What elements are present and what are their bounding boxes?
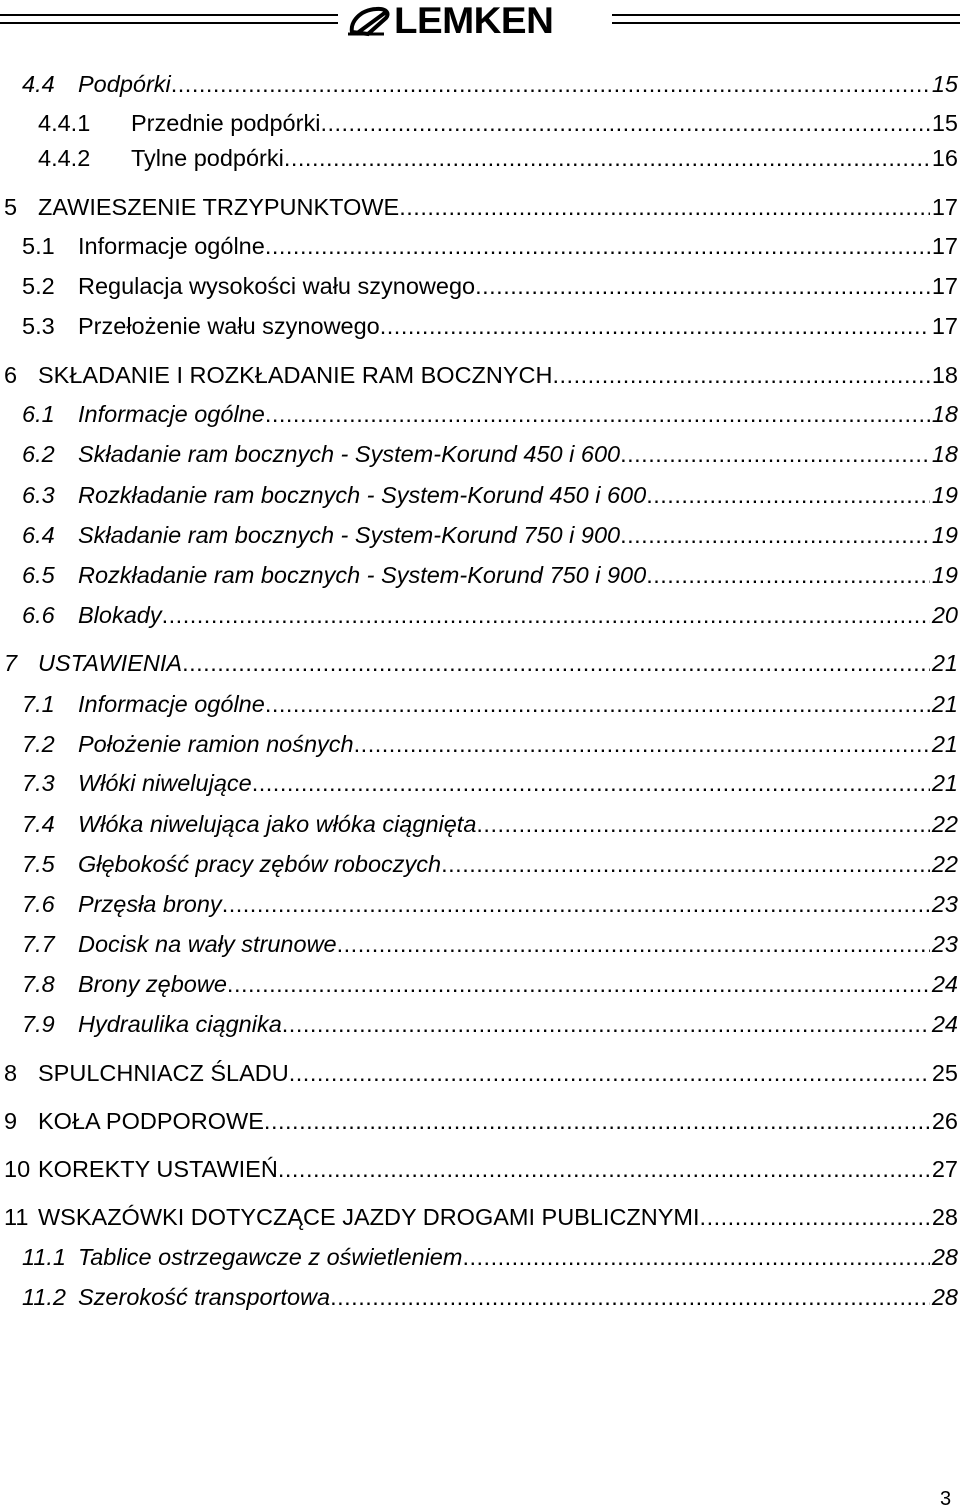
toc-entry-number: 11.2 <box>22 1284 66 1310</box>
toc-entry-page: 19 <box>931 562 958 588</box>
toc-entry-page: 16 <box>931 145 958 171</box>
toc-entry-title: Przęsła brony <box>78 891 222 917</box>
toc-entry[interactable] <box>22 69 958 99</box>
toc-entry-title: Przednie podpórki <box>131 110 321 136</box>
toc-entry-title: Tylne podpórki <box>131 145 284 171</box>
toc-entry-title: Głębokość pracy zębów roboczych <box>78 851 442 877</box>
toc-entry[interactable] <box>22 600 958 630</box>
toc-entry-page: 21 <box>931 770 958 796</box>
toc-entry-number: 7.1 <box>22 691 55 717</box>
toc-entry-number: 4.4.2 <box>38 145 91 171</box>
toc-entry-title: Informacje ogólne <box>78 691 265 717</box>
toc-entry-title: KOREKTY USTAWIEŃ <box>38 1156 278 1182</box>
toc-entry-page: 23 <box>931 931 958 957</box>
toc-entry-number: 6.5 <box>22 562 55 588</box>
toc-entry-number: 5.1 <box>22 233 55 259</box>
toc-leader-dots <box>354 729 930 759</box>
toc-leader-dots <box>476 809 929 839</box>
toc-entry-page: 25 <box>931 1060 958 1086</box>
toc-entry-page: 18 <box>931 441 958 467</box>
toc-entry-number: 5.3 <box>22 313 55 339</box>
toc-leader-dots <box>646 560 930 590</box>
toc-entry-page: 18 <box>931 401 958 427</box>
toc-entry-page: 17 <box>931 194 958 220</box>
toc-entry-title: Regulacja wysokości wału szynowego <box>78 273 476 299</box>
toc-entry-title: Informacje ogólne <box>78 233 265 259</box>
toc-entry[interactable] <box>22 480 958 510</box>
toc-entry-title: SKŁADANIE I ROZKŁADANIE RAM BOCZNYCH <box>38 362 553 388</box>
toc-entry-page: 27 <box>931 1156 958 1182</box>
toc-leader-dots <box>620 439 930 469</box>
toc-entry-page: 23 <box>931 891 958 917</box>
toc-entry-number: 11.1 <box>22 1244 66 1270</box>
toc-leader-dots <box>320 108 929 138</box>
toc-entry[interactable] <box>22 231 958 261</box>
toc-entry-page: 24 <box>931 1011 958 1037</box>
toc-entry-number: 6.6 <box>22 602 55 628</box>
toc-entry-number: 7.7 <box>22 931 55 957</box>
toc-entry-page: 28 <box>931 1284 958 1310</box>
toc-entry[interactable] <box>4 1154 958 1184</box>
toc-entry[interactable] <box>4 1106 958 1136</box>
toc-entry[interactable] <box>22 768 958 798</box>
toc-entry-number: 7.8 <box>22 971 55 997</box>
toc-entry[interactable] <box>38 108 958 138</box>
toc-entry-page: 20 <box>931 602 958 628</box>
toc-entry-page: 15 <box>931 110 958 136</box>
toc-leader-dots <box>399 192 930 222</box>
page-number: 3 <box>940 1488 952 1510</box>
toc-leader-dots <box>380 311 930 341</box>
toc-entry-page: 22 <box>931 851 958 877</box>
toc-entry[interactable] <box>22 1242 958 1272</box>
toc-entry-title: SPULCHNIACZ ŚLADU <box>38 1060 289 1086</box>
toc-leader-dots <box>462 1242 929 1272</box>
toc-leader-dots <box>282 1009 930 1039</box>
toc-leader-dots <box>222 889 930 919</box>
toc-entry-page: 28 <box>931 1204 958 1230</box>
toc-leader-dots <box>284 143 930 173</box>
toc-entry-title: Brony zębowe <box>78 971 227 997</box>
toc-entry-title: Docisk na wały strunowe <box>78 931 337 957</box>
toc-entry-number: 7 <box>4 650 18 676</box>
toc-entry-number: 6.3 <box>22 482 55 508</box>
toc-entry[interactable] <box>22 311 958 341</box>
toc-entry[interactable] <box>4 1202 958 1232</box>
toc-entry[interactable] <box>22 439 958 469</box>
toc-entry-title: Szerokość transportowa <box>78 1284 331 1310</box>
toc-entry-number: 7.3 <box>22 770 55 796</box>
toc-leader-dots <box>182 648 930 678</box>
toc-entry-number: 6.2 <box>22 441 55 467</box>
toc-entry-number: 5 <box>4 194 18 220</box>
toc-leader-dots <box>227 969 930 999</box>
toc-entry[interactable] <box>4 648 958 678</box>
toc-entry-page: 15 <box>931 71 958 97</box>
toc-entry-number: 6.1 <box>22 401 55 427</box>
toc-entry-number: 8 <box>4 1060 18 1086</box>
toc-entry-title: ZAWIESZENIE TRZYPUNKTOWE <box>38 194 400 220</box>
toc-entry-number: 6 <box>4 362 18 388</box>
toc-entry-title: Składanie ram bocznych - System-Korund 750 i 900 <box>78 522 621 548</box>
toc-entry[interactable] <box>22 889 958 919</box>
toc-entry-number: 7.2 <box>22 731 55 757</box>
toc-entry[interactable] <box>22 929 958 959</box>
toc-entry-title: Tablice ostrzegawcze z oświetleniem <box>78 1244 463 1270</box>
toc-leader-dots <box>330 1282 930 1312</box>
toc-entry[interactable] <box>22 729 958 759</box>
toc-entry[interactable] <box>22 849 958 879</box>
toc-entry[interactable] <box>22 809 958 839</box>
toc-entry[interactable] <box>22 689 958 719</box>
toc-leader-dots <box>646 480 930 510</box>
toc-leader-dots <box>553 360 930 390</box>
toc-entry[interactable] <box>4 1058 958 1088</box>
toc-entry-page: 19 <box>931 522 958 548</box>
toc-entry-page: 19 <box>931 482 958 508</box>
toc-entry-title: Przełożenie wału szynowego <box>78 313 380 339</box>
toc-entry-title: Położenie ramion nośnych <box>78 731 354 757</box>
toc-entry-page: 24 <box>931 971 958 997</box>
toc-leader-dots <box>337 929 930 959</box>
toc-leader-dots <box>265 689 930 719</box>
toc-leader-dots <box>162 600 930 630</box>
toc-entry-number: 5.2 <box>22 273 55 299</box>
toc-entry-number: 10 <box>4 1156 31 1182</box>
toc-entry-number: 7.6 <box>22 891 55 917</box>
toc-entry-title: Włóka niwelująca jako włóka ciągnięta <box>78 811 477 837</box>
toc-entry[interactable] <box>22 560 958 590</box>
toc-entry-title: Podpórki <box>78 71 171 97</box>
toc-entry[interactable] <box>4 192 958 222</box>
toc-entry-number: 4.4.1 <box>38 110 91 136</box>
toc-entry-page: 26 <box>931 1108 958 1134</box>
toc-entry-number: 4.4 <box>22 71 55 97</box>
toc-entry-title: Rozkładanie ram bocznych - System-Korund 750 i 900 <box>78 562 647 588</box>
toc-entry-page: 17 <box>931 233 958 259</box>
toc-entry[interactable] <box>22 271 958 301</box>
toc-leader-dots <box>289 1058 930 1088</box>
toc-entry-title: KOŁA PODPOROWE <box>38 1108 264 1134</box>
toc-entry-page: 18 <box>931 362 958 388</box>
toc-entry[interactable] <box>22 969 958 999</box>
toc-leader-dots <box>441 849 930 879</box>
toc-entry-title: USTAWIENIA <box>38 650 183 676</box>
toc-leader-dots <box>700 1202 930 1232</box>
toc-entry-title: Włóki niwelujące <box>78 770 252 796</box>
toc-entry[interactable] <box>4 360 958 390</box>
toc-entry[interactable] <box>22 520 958 550</box>
toc-entry-title: Blokady <box>78 602 162 628</box>
brand-name: LEMKEN <box>394 0 554 41</box>
toc-entry-number: 7.5 <box>22 851 55 877</box>
toc-entry-title: Rozkładanie ram bocznych - System-Korund 450 i 600 <box>78 482 647 508</box>
toc-entry[interactable] <box>22 399 958 429</box>
toc-leader-dots <box>475 271 930 301</box>
toc-entry-number: 11 <box>4 1204 29 1230</box>
toc-leader-dots <box>265 399 930 429</box>
toc-entry-page: 17 <box>931 313 958 339</box>
toc-entry-title: WSKAZÓWKI DOTYCZĄCE JAZDY DROGAMI PUBLICZNYMI <box>38 1204 700 1230</box>
toc-entry-number: 7.4 <box>22 811 55 837</box>
toc-entry-title: Informacje ogólne <box>78 401 265 427</box>
toc-entry-title: Składanie ram bocznych - System-Korund 450 i 600 <box>78 441 621 467</box>
toc-leader-dots <box>252 768 930 798</box>
toc-leader-dots <box>264 1106 930 1136</box>
toc-entry-page: 17 <box>931 273 958 299</box>
toc-leader-dots <box>620 520 930 550</box>
toc-entry[interactable] <box>38 143 958 173</box>
toc-entry-page: 22 <box>931 811 958 837</box>
toc-entry-page: 28 <box>931 1244 958 1270</box>
toc-entry-page: 21 <box>931 691 958 717</box>
toc-leader-dots <box>265 231 930 261</box>
toc-entry[interactable] <box>22 1282 958 1312</box>
toc-entry-number: 7.9 <box>22 1011 55 1037</box>
toc-entry-number: 9 <box>4 1108 18 1134</box>
toc-entry-page: 21 <box>931 731 958 757</box>
toc-entry[interactable] <box>22 1009 958 1039</box>
toc-entry-page: 21 <box>931 650 958 676</box>
toc-entry-number: 6.4 <box>22 522 55 548</box>
toc-leader-dots <box>278 1154 930 1184</box>
toc-entry-title: Hydraulika ciągnika <box>78 1011 282 1037</box>
toc-leader-dots <box>171 69 930 99</box>
